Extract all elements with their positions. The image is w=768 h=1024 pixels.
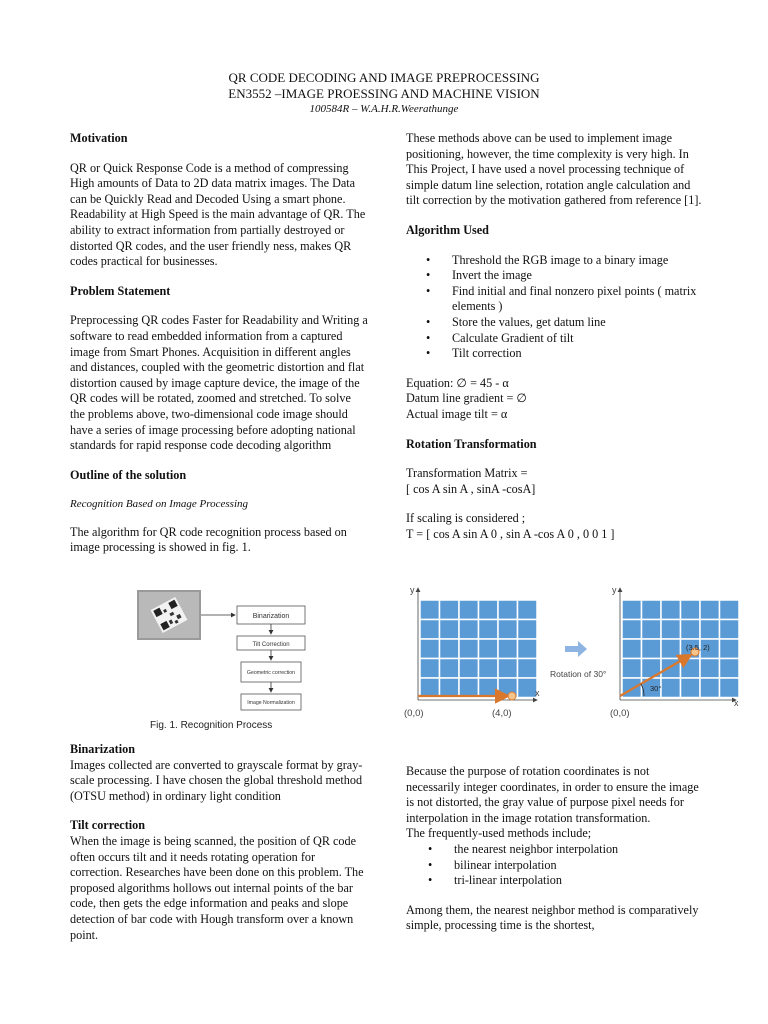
outline-subheading: Recognition Based on Image Processing (70, 498, 248, 511)
grid-cell (440, 678, 460, 698)
grid-cell (622, 678, 642, 698)
grid-cell (420, 659, 440, 679)
qr-photo-icon (137, 590, 201, 640)
grid-cell (720, 620, 740, 640)
rotation-label: Rotation of 30° (550, 669, 607, 679)
grid-cell (518, 600, 538, 620)
grid-right (622, 600, 739, 698)
grid-cell (700, 600, 720, 620)
intro-paragraph: These methods above can be used to implement image positioning, however, the time complexity is very high. In This Project, I have used a novel processing technique of simple datum line selection, rotation angle calculation and tilt correction by the motivation gathered from reference [1]. (406, 131, 702, 208)
left-origin-label: (0,0) (404, 708, 424, 719)
grid-cell (681, 678, 701, 698)
tilt-paragraph: When the image is being scanned, the position of QR code often occurs tilt and it needs rotating operation for correction. Researches have been done on this problem. The proposed algorithms hollows out internal points of the bar code, then gets the edge information and peaks and slope detection of bar code with Hough transform over a known point. (70, 833, 364, 942)
binarization-paragraph: Images collected are converted to grayscale format by gray-scale processing. I have chosen the global threshold method (OTSU method) in ordinary light condition (70, 757, 363, 803)
grid-cell (459, 678, 479, 698)
list-item: • Calculate Gradient of tilt (406, 331, 706, 347)
grid-cell (700, 659, 720, 679)
grid-cell (479, 620, 499, 640)
grid-cell (420, 678, 440, 698)
grid-left (420, 600, 537, 698)
grid-cell (720, 600, 740, 620)
motivation-paragraph-1: QR or Quick Response Code is a method of compressing High amounts of Data to 2D data matrix images. The Data can be Quickly Read and Decoded Using a smart phone. (70, 160, 356, 206)
grid-cell (440, 659, 460, 679)
problem-paragraph: Preprocessing QR codes Faster for Readability and Writing a software to read embedded information from a captured image from Smart Phones. Acquisition in different angles and distances, coupled with the geometric distortion and flat distortion caused by image capture device, the image of the QR codes will be rotated, zoomed and stretched. To solve the problems above, two-dimensional code image should have a series of image processing before adopting national standards for rapid response code decoding algorithm (70, 313, 368, 453)
grid-cell (420, 639, 440, 659)
grid-cell (661, 620, 681, 640)
transformation-matrix-label: Transformation Matrix = (406, 466, 528, 481)
grid-cell (622, 620, 642, 640)
point-original (508, 692, 516, 700)
rotation-arrow-icon (565, 641, 587, 657)
grid-cell (518, 639, 538, 659)
grid-cell (720, 639, 740, 659)
grid-cell (642, 639, 662, 659)
rotated-point-label: (3.5, 2) (686, 643, 710, 652)
outline-paragraph: The algorithm for QR code recognition process based on image processing is showed in fig. 1. (70, 524, 347, 555)
right-origin-label: (0,0) (610, 708, 630, 719)
paper-title: QR CODE DECODING AND IMAGE PREPROCESSING (228, 70, 540, 85)
paper-author: 100584R – W.A.H.R.Weerathunge (309, 103, 459, 115)
left-column-lower (70, 742, 368, 943)
list-item: • Find initial and final nonzero pixel points ( matrix elements ) (406, 284, 706, 315)
grid-cell (479, 600, 499, 620)
problem-heading: Problem Statement (70, 283, 171, 298)
grid-cell (518, 620, 538, 640)
step-label: Image Normalization (247, 700, 295, 706)
grid-cell (420, 620, 440, 640)
grid-cell (622, 600, 642, 620)
paper-subtitle: EN3552 –IMAGE PROESSING AND MACHINE VISION (228, 86, 540, 101)
grid-cell (661, 678, 681, 698)
grid-cell (498, 620, 518, 640)
grid-cell (498, 600, 518, 620)
motivation-paragraph-2: Readability at High Speed is the main advantage of QR. The ability to extract information from partially destroyed or distorted QR codes, and the user friendly ness, makes QR codes practical for businesses. (70, 207, 366, 269)
step-label: Binarization (252, 613, 290, 620)
grid-cell (440, 620, 460, 640)
grid-cell (642, 600, 662, 620)
y-axis-label: y (410, 585, 415, 595)
rotation-heading: Rotation Transformation (406, 436, 537, 451)
interpolation-paragraph: Because the purpose of rotation coordinates is not necessarily integer coordinates, in order to ensure the image is not distorted, the gray value of purpose pixel needs for interpolation in the image rotation transformation. (406, 764, 699, 825)
algorithm-heading: Algorithm Used (406, 222, 489, 237)
grid-cell (661, 639, 681, 659)
grid-cell (681, 659, 701, 679)
right-column-lower (406, 764, 706, 934)
transformation-matrix-value: [ cos A sin A , sinA -cosA] (406, 481, 536, 496)
x-axis-label: x (535, 688, 540, 698)
grid-cell (681, 600, 701, 620)
rotation-diagram (392, 578, 754, 726)
list-item: • the nearest neighbor interpolation (406, 842, 706, 858)
grid-cell (440, 600, 460, 620)
grid-cell (700, 620, 720, 640)
grid-cell (459, 600, 479, 620)
equation-line: Equation: ∅ = 45 - α (406, 375, 509, 390)
recognition-flowchart (135, 588, 315, 733)
scaling-matrix-value: T = [ cos A sin A 0 , sin A -cos A 0 , 0 0 1 ] (406, 526, 615, 541)
list-item: • Invert the image (406, 268, 706, 284)
datum-gradient-line: Datum line gradient = ∅ (406, 391, 528, 406)
grid-cell (440, 639, 460, 659)
grid-cell (479, 659, 499, 679)
grid-cell (642, 620, 662, 640)
motivation-heading: Motivation (70, 131, 128, 145)
rotation-diagram-svg (392, 578, 754, 726)
tilt-heading: Tilt correction (70, 818, 146, 833)
paper-header (0, 70, 768, 117)
left-point-label: (4,0) (492, 708, 512, 719)
step-label: Tilt Correction (252, 642, 290, 648)
grid-cell (498, 659, 518, 679)
grid-cell (681, 620, 701, 640)
grid-cell (420, 600, 440, 620)
angle-label: 30° (650, 684, 662, 693)
grid-cell (479, 678, 499, 698)
right-column (406, 131, 706, 542)
y-axis-label: y (612, 585, 617, 595)
grid-cell (700, 678, 720, 698)
grid-cell (459, 659, 479, 679)
list-item: • bilinear interpolation (406, 858, 706, 874)
methods-label: The frequently-used methods include; (406, 826, 592, 841)
list-item: • Tilt correction (406, 346, 706, 362)
grid-cell (720, 659, 740, 679)
figure-recognition-process (135, 588, 315, 733)
list-item: • Threshold the RGB image to a binary image (406, 253, 706, 269)
left-column (70, 131, 368, 556)
figure-caption: Fig. 1. Recognition Process (150, 720, 273, 731)
outline-heading: Outline of the solution (70, 467, 187, 482)
grid-cell (622, 639, 642, 659)
grid-cell (622, 659, 642, 679)
grid-cell (459, 620, 479, 640)
grid-cell (661, 600, 681, 620)
algorithm-list (406, 253, 706, 362)
grid-cell (720, 678, 740, 698)
x-axis-label: x (734, 698, 739, 708)
grid-cell (479, 639, 499, 659)
binarization-heading: Binarization (70, 742, 136, 756)
step-label: Geometric correction (246, 670, 296, 676)
grid-cell (498, 639, 518, 659)
list-item: • Store the values, get datum line (406, 315, 706, 331)
image-tilt-line: Actual image tilt = α (406, 406, 508, 421)
methods-list (406, 842, 706, 889)
grid-cell (459, 639, 479, 659)
final-paragraph: Among them, the nearest neighbor method is comparatively simple, processing time is the shortest, (406, 902, 699, 933)
grid-cell (518, 659, 538, 679)
scaling-label: If scaling is considered ; (406, 511, 526, 526)
list-item: • tri-linear interpolation (406, 873, 706, 889)
